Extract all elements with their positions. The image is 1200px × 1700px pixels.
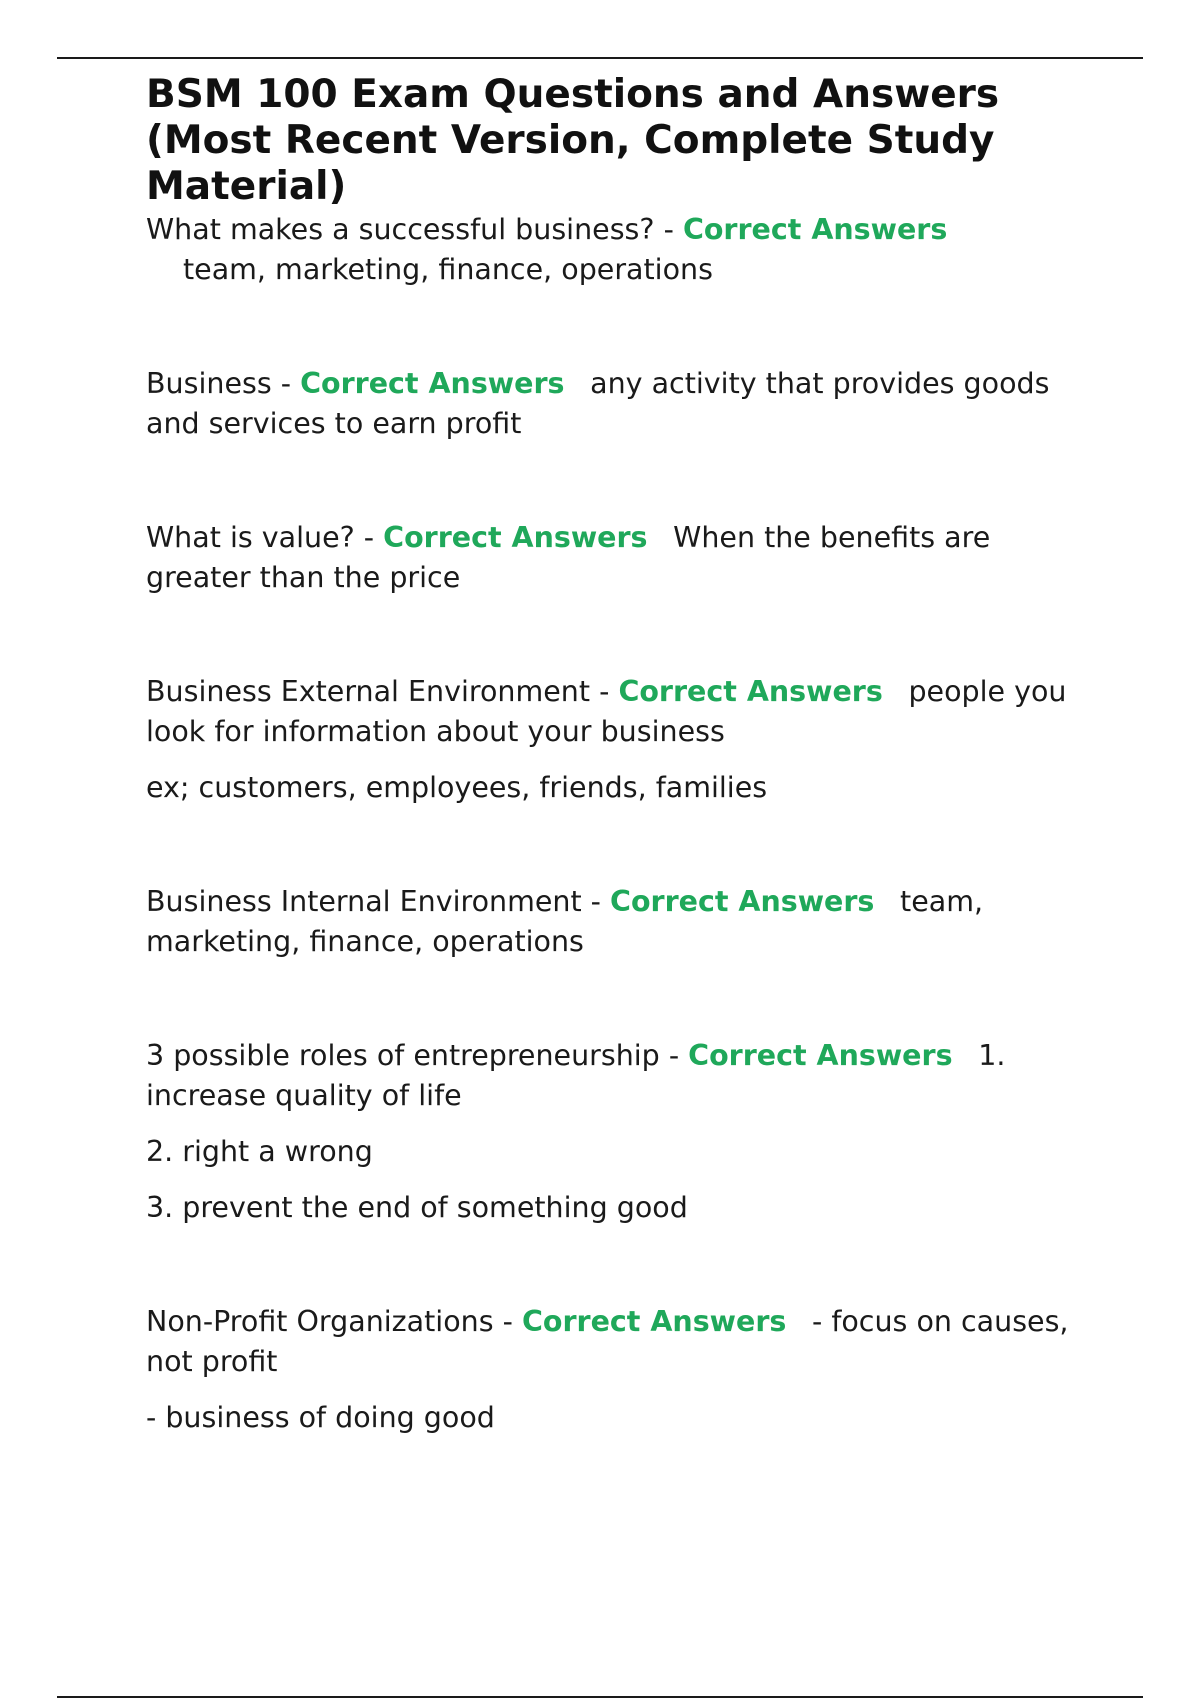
correct-answers-label: Correct Answers: [383, 521, 648, 554]
qa-extra-line: 3. prevent the end of something good: [146, 1191, 688, 1224]
document-body: [146, 72, 1086, 1438]
qa-entry: Business External Environment - Correct Answers people you look for information about your business: [146, 675, 1067, 748]
qa-entry: 3 possible roles of entrepreneurship - Correct Answers 1. increase quality of life: [146, 1039, 1006, 1112]
qa-item: [146, 672, 1086, 808]
correct-answers-label: Correct Answers: [521, 1305, 787, 1338]
correct-answers-label: Correct Answers: [618, 675, 883, 708]
qa-item: [146, 364, 1086, 444]
qa-term: 3 possible roles of entrepreneurship: [146, 1039, 660, 1072]
qa-term: What makes a successful business?: [146, 213, 655, 246]
document-title: BSM 100 Exam Questions and Answers (Most Recent Version, Complete Study Material): [146, 72, 1000, 209]
qa-answer: When the benefits are greater than the price: [146, 521, 991, 594]
qa-entry: What makes a successful business? - Correct Answers team, marketing, finance, operations: [146, 213, 948, 286]
qa-answer: - focus on causes, not profit: [146, 1305, 1069, 1378]
qa-item: [146, 1036, 1086, 1228]
qa-term: Business: [146, 367, 272, 400]
qa-extra-line: ex; customers, employees, friends, families: [146, 771, 768, 804]
qa-item: [146, 882, 1086, 962]
qa-extra-line: 2. right a wrong: [146, 1135, 373, 1168]
qa-item: [146, 1302, 1086, 1438]
qa-answer: any activity that provides goods and services to earn profit: [146, 367, 1050, 440]
qa-answer: people you look for information about your business: [146, 675, 1067, 748]
qa-term: Business External Environment: [146, 675, 591, 708]
qa-term: What is value?: [146, 521, 355, 554]
correct-answers-label: Correct Answers: [300, 367, 565, 400]
qa-term: Non-Profit Organizations: [146, 1305, 494, 1338]
qa-answer: 1. increase quality of life: [146, 1039, 1006, 1112]
correct-answers-label: Correct Answers: [682, 213, 948, 246]
correct-answers-label: Correct Answers: [688, 1039, 953, 1072]
top-rule: [57, 57, 1143, 59]
qa-term: Business Internal Environment: [146, 885, 582, 918]
bottom-rule: [57, 1696, 1143, 1698]
qa-extra-line: - business of doing good: [146, 1401, 495, 1434]
correct-answers-label: Correct Answers: [610, 885, 875, 918]
qa-entry: Non-Profit Organizations - Correct Answers - focus on causes, not profit: [146, 1305, 1069, 1378]
qa-item: [146, 210, 1086, 290]
qa-item: [146, 518, 1086, 598]
qa-entry: Business - Correct Answers any activity that provides goods and services to earn profit: [146, 367, 1050, 440]
qa-entry: Business Internal Environment - Correct Answers team, marketing, finance, operations: [146, 885, 984, 958]
qa-entry: What is value? - Correct Answers When the benefits are greater than the price: [146, 521, 991, 594]
qa-answer: team, marketing, finance, operations: [183, 253, 713, 286]
qa-answer: team, marketing, finance, operations: [146, 885, 984, 958]
